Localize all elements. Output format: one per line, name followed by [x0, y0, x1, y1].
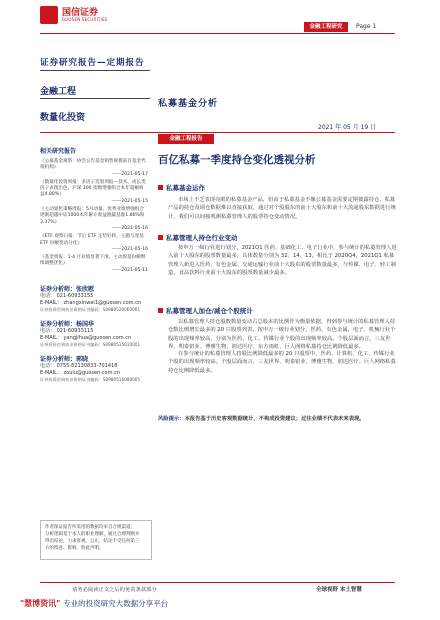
analyst-block [40, 319, 148, 348]
analyst-license: 证券投资咨询执业资格证书编码：S0980520060001 [40, 307, 141, 313]
section-paragraph: 在参与统计的私募管理人持股比例降低最多的 20 只股票中，医药、计算机、化工、传媒行业个股的出现频率较高。个股层面而言，三友世界、明泰铝业、博雅生物、润达医疗、巨人网络私募持仓比例降低最多。 [168, 351, 396, 374]
analyst-license: 证券投资咨询执业资格证书编码：S0980516080005 [40, 377, 141, 383]
divider [40, 98, 150, 99]
risk-text: 本报告基于历史客观数据统计，不构成投资建议；过往业绩不代表未来表现。 [184, 416, 365, 422]
analyst-block [40, 284, 148, 313]
company-name-en: GUOSEN SECURITIES [62, 17, 108, 22]
section-paragraph: 市场上不乏表现亮眼的私募基金产品，但由于私募基金不像公募基金需要定期披露持仓，私募产品的持仓及调仓数据难以直接获取，通过对个股股东的前十大股东和前十大流通股东数据进行统计，我们可以间接观测私募管理人的股票持仓变动情况。 [168, 197, 396, 220]
page-label: Page 1 [356, 23, 377, 30]
section-title: 私募管理人持仓行业变动 [158, 233, 238, 242]
ref-text: 《数量化投资周报：多因子选股周报—技术、成长类因子表现出色，沪深 300 指数增强组合本年超额收益4.80%》 [40, 179, 146, 198]
analyst-statement-box [40, 520, 152, 560]
analyst-email[interactable]: E-MAIL： yangjihua@guosen.com.cn [40, 335, 132, 342]
brand-tagline: 专业的投资研究大数据分享平台 [63, 599, 169, 608]
analyst-block [40, 354, 148, 383]
page-title: 百亿私募一季度持仓变化透视分析 [158, 154, 316, 166]
risk-label: 风险提示： [158, 416, 185, 422]
brand-name: "慧博资讯" [20, 599, 61, 608]
analyst-phone: 电话： 0755-82130833-701418 [40, 363, 118, 370]
category-label: 金融工程 [40, 87, 77, 97]
related-research-item[interactable] [40, 234, 148, 253]
ref-text: 《主动量化策略周报：5月动量、优秀业绩增强组合逐渐超越中证1000本年累计收益跑赢基准1.86%和 3.37%》 [40, 207, 145, 225]
section-paragraph: 按申万一级行业进行划分，2021Q1 医药、基础化工、电子行业中，参与统计的私募管理人进入前十大股东的股票数量最多，具体数量分别为 32、14、13。相比于 2020Q4，2021Q1 私募管理人新进入医药、有色金属、交通运输行业前十大股东的股票数量最多，与传媒、电子、轻工制造、食品饮料行业前十大股东的股票数量减少最多。 [168, 245, 397, 276]
report-date: 2021 年 05 月 19 日 [318, 124, 377, 131]
analyst-email[interactable]: E-MAIL： zhangxinwei1@guosen.com.cn [40, 300, 142, 307]
divider [40, 70, 150, 71]
bullet-icon [158, 308, 163, 313]
ref-date: ——2021-05-16 [112, 225, 148, 231]
analyst-name: 证券分析师：杨国华 [40, 321, 95, 329]
report-badge: 金融工程报告 [158, 134, 214, 144]
statement-line: 作者保证报告所采用的数据均来自合规渠道， [45, 525, 135, 530]
analyst-license: 证券投资咨询执业资格证书编码：S0980515010001 [40, 342, 141, 348]
related-research-item[interactable] [40, 207, 148, 232]
sidebar [40, 138, 148, 383]
related-research-item[interactable] [40, 159, 148, 178]
report-type: 证券研究报告—定期报告 [40, 58, 145, 68]
statement-line: 分析逻辑基于本人的职业理解，通过合理判断并 [45, 532, 140, 537]
statement-line: 方的授意、影响，特此声明。 [45, 546, 104, 551]
company-name-cn: 国信证券 [62, 8, 99, 18]
analyst-phone: 电话： 021-60933115 [40, 328, 94, 335]
section-title: 私募管理人加仓/减仓个股统计 [158, 306, 253, 315]
ref-text: 《ETF 观察日报：节后 ETF 走势好转，主题与宽基ETF 份额变动分化》 [40, 234, 144, 246]
footer-slogan: 全球视野 本土智慧 [316, 587, 362, 593]
bullet-icon [158, 185, 163, 190]
analyst-phone: 电话： 021-60933155 [40, 293, 94, 300]
statement-line: 得出结论，力求客观、公正，结论不受任何第三 [45, 539, 140, 544]
section-title: 私募基金运作 [158, 183, 205, 192]
topic-label: 私募基金分析 [158, 99, 219, 109]
related-research-item[interactable] [40, 180, 148, 205]
related-research-item[interactable] [40, 255, 148, 274]
guosen-logo-icon [40, 6, 58, 24]
date-divider [40, 132, 395, 133]
ref-text: 《基金周报：1-4 月业绩显著下滑，主动股基份额继续调整优化》 [40, 255, 146, 267]
ref-date: ——2021-05-11 [112, 267, 148, 273]
analyst-name: 证券分析师：郭晓 [40, 356, 89, 364]
related-research-heading: 相关研究报告 [40, 148, 77, 155]
subcategory-label: 数量化投资 [40, 113, 86, 123]
footer-disclaimer-note: 请务必阅读正文之后的免责条款部分 [72, 587, 157, 593]
report-tag: 金融工程研究 [304, 22, 348, 32]
analyst-email[interactable]: E-MAIL： zoulu@guosen.com.cn [40, 370, 120, 377]
analyst-name: 证券分析师：张欣慰 [40, 286, 95, 294]
ref-text: 《公募基金观察：协会公告基金销售规模前百基金代销机构》 [40, 159, 146, 171]
ref-date: ——2021-05-16 [112, 246, 148, 252]
risk-warning [158, 415, 398, 423]
watermark-brand [20, 598, 168, 609]
ref-date: ——2021-05-17 [112, 171, 148, 177]
section-paragraph: 以私募管理人持仓股数数量变动占总股本的比例作为衡量依据，得到参与统计的私募管理人持仓数比例增长最多的 20 只股票列表。按申万一级行业划分，医药、有色金属、电子、机械行业个股的出现频率较高，分别为医药、化工、传媒行业个股的出现频率较高。个股层面而言，三友世界、明泰铝业、博雅生物、润达医疗、东方雨虹、巨人网络私募持仓比例降低最多。 [168, 319, 396, 350]
header-divider [40, 33, 395, 34]
bullet-icon [158, 235, 163, 240]
footer-divider [40, 582, 395, 583]
ref-date: ——2021-05-15 [112, 198, 148, 204]
